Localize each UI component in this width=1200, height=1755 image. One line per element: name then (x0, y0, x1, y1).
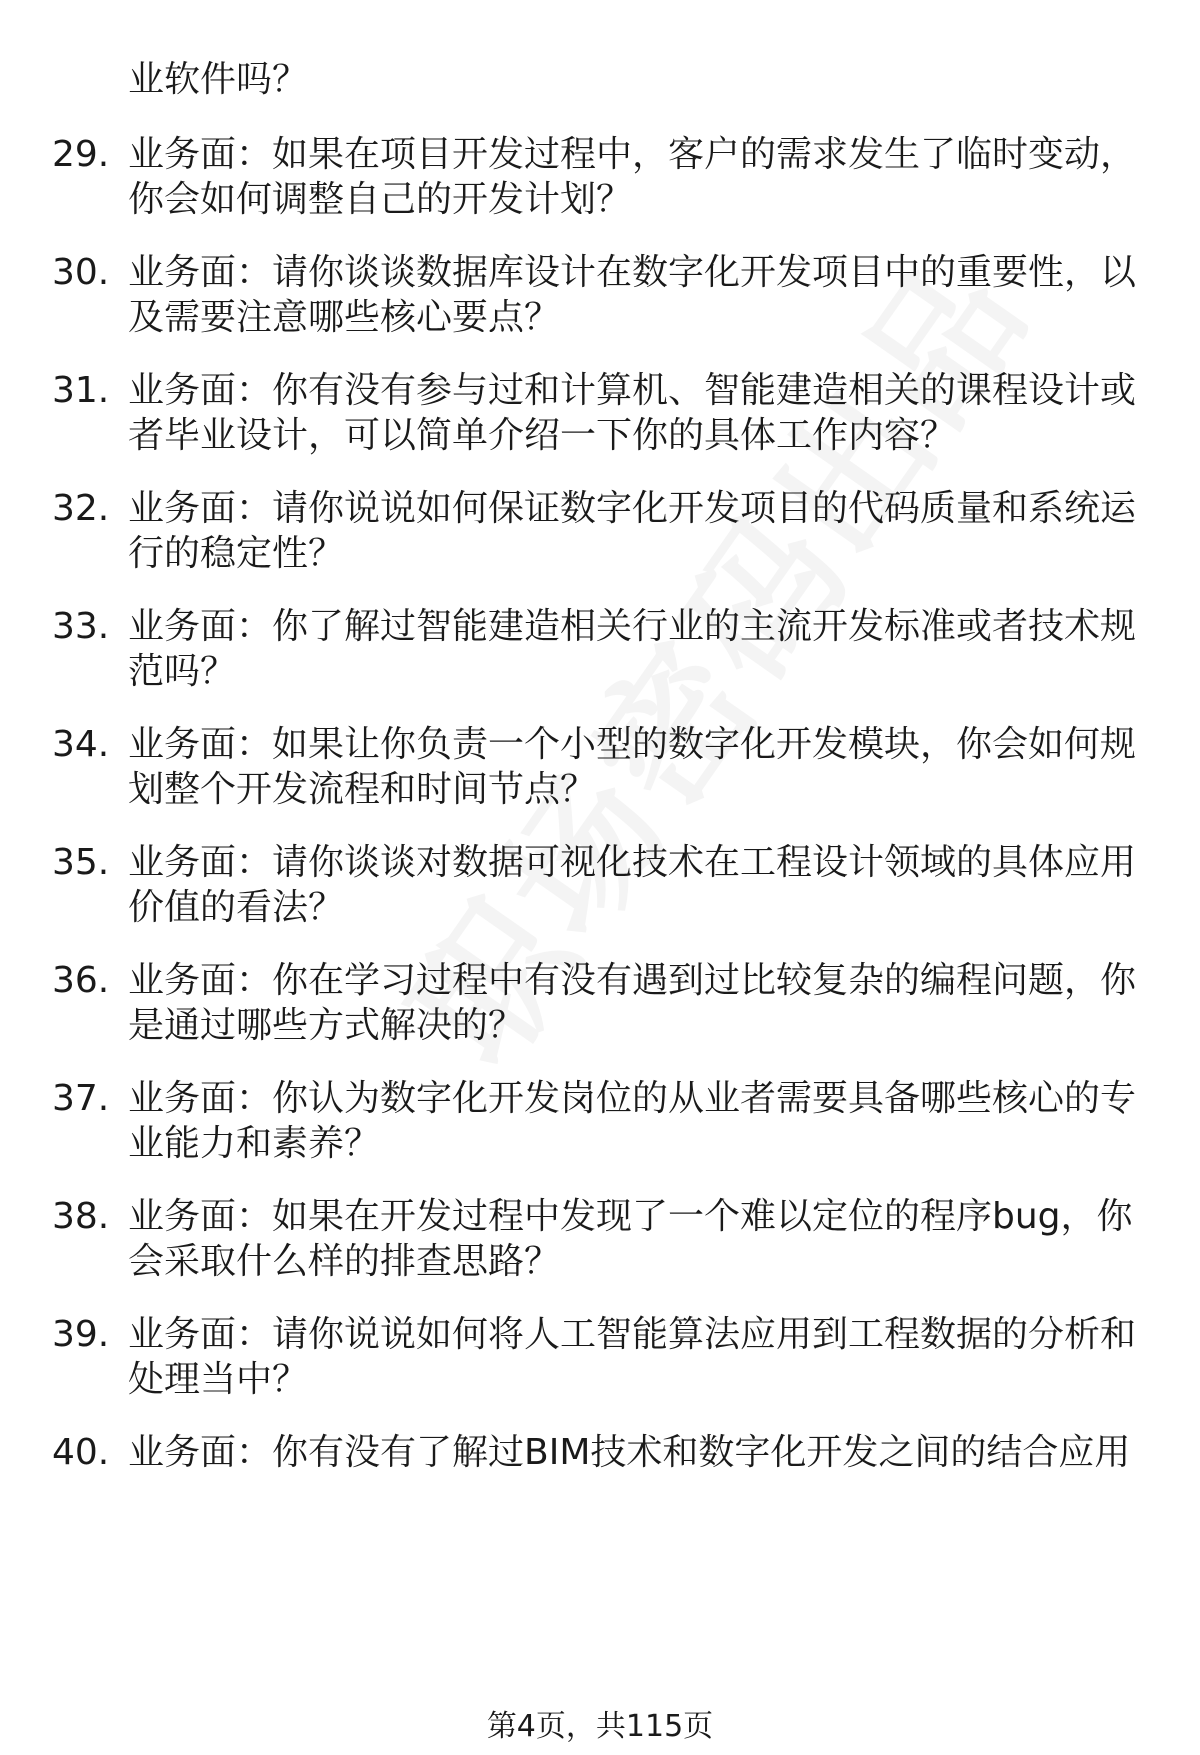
question-line: 划整个开发流程和时间节点？ (128, 769, 597, 810)
question-line: 业务面：如果在开发过程中发现了一个难以定位的程序bug，你 (128, 1196, 1133, 1237)
page-footer: 第4页，共115页 (486, 1709, 714, 1744)
question-line: 者毕业设计，可以简单介绍一下你的具体工作内容？ (128, 415, 957, 456)
question-line: 处理当中？ (128, 1359, 309, 1400)
question-number: 39. (52, 1314, 110, 1355)
question-line: 业务面：你了解过智能建造相关行业的主流开发标准或者技术规 (128, 606, 1137, 647)
question-line: 业务面：你有没有了解过BIM技术和数字化开发之间的结合应用 (128, 1432, 1131, 1473)
question-line: 业务面：请你说说如何将人工智能算法应用到工程数据的分析和 (128, 1314, 1137, 1355)
question-line: 业务面：如果在项目开发过程中，客户的需求发生了临时变动， (128, 134, 1137, 175)
question-line: 业能力和素养？ (128, 1123, 381, 1164)
question-number: 32. (52, 488, 110, 529)
question-line: 业务面：请你谈谈数据库设计在数字化开发项目中的重要性，以 (128, 252, 1137, 293)
continuation-line: 业软件吗？ (128, 59, 309, 100)
question-number: 38. (52, 1196, 110, 1237)
question-line: 会采取什么样的排查思路？ (128, 1241, 561, 1282)
question-number: 37. (52, 1078, 110, 1119)
question-number: 33. (52, 606, 110, 647)
question-number: 31. (52, 370, 110, 411)
question-line: 价值的看法？ (128, 887, 345, 928)
question-number: 36. (52, 960, 110, 1001)
question-line: 业务面：你在学习过程中有没有遇到过比较复杂的编程问题，你 (128, 960, 1137, 1001)
question-line: 行的稳定性？ (128, 533, 345, 574)
question-line: 业务面：如果让你负责一个小型的数字化开发模块，你会如何规 (128, 724, 1137, 765)
question-line: 是通过哪些方式解决的？ (128, 1005, 525, 1046)
question-line: 业务面：你认为数字化开发岗位的从业者需要具备哪些核心的专 (128, 1078, 1137, 1119)
question-number: 29. (52, 134, 110, 175)
question-line: 及需要注意哪些核心要点？ (128, 297, 561, 338)
question-line: 业务面：请你说说如何保证数字化开发项目的代码质量和系统运 (128, 488, 1137, 529)
question-number: 30. (52, 252, 110, 293)
question-line: 业务面：你有没有参与过和计算机、智能建造相关的课程设计或 (128, 370, 1137, 411)
question-number: 35. (52, 842, 110, 883)
question-number: 40. (52, 1432, 110, 1473)
question-line: 你会如何调整自己的开发计划？ (128, 179, 633, 220)
question-line: 范吗？ (128, 651, 237, 692)
question-line: 业务面：请你谈谈对数据可视化技术在工程设计领域的具体应用 (128, 842, 1137, 883)
question-number: 34. (52, 724, 110, 765)
